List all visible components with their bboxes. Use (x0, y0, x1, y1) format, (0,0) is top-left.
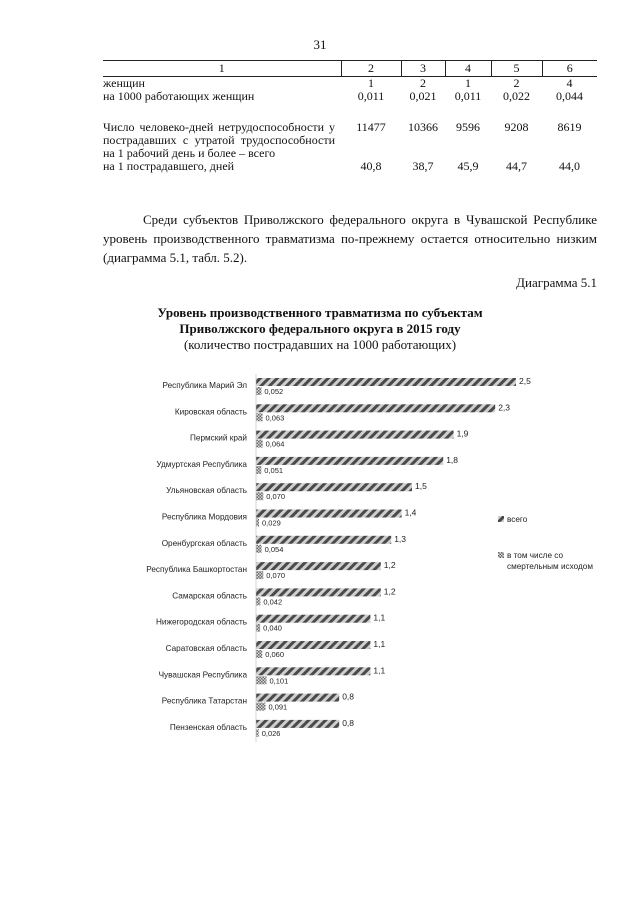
category-label: Республика Башкортостан (146, 565, 247, 575)
bar-fatal (256, 703, 265, 711)
data-label-total: 0,8 (342, 717, 355, 728)
table-header-cell: 6 (542, 61, 597, 77)
category-label: Нижегородская область (155, 617, 247, 627)
table-cell: 11477 (356, 120, 386, 134)
data-label-total: 1,4 (404, 507, 417, 518)
table-cell: 0,011 (357, 89, 385, 103)
table-cell: 8619 (557, 120, 582, 134)
body-paragraph: Среди субъектов Приволжского федерального округа в Чувашской Республике уровень производственного травматизма по-прежнему остается относительно низким (диаграмма 5.1, табл. 5.2). (103, 212, 597, 265)
bar-fatal (256, 650, 262, 658)
table-cell: 0,021 (409, 89, 437, 103)
bar-total (256, 562, 381, 570)
row-label: на 1000 работающих женщин (103, 89, 255, 103)
data-label-total: 2,5 (519, 376, 531, 386)
data-label-total: 1,2 (383, 560, 396, 571)
table-cell: 9208 (504, 120, 529, 134)
table-cell: 1 (368, 76, 374, 90)
bar-fatal (256, 597, 260, 605)
data-label-total: 1,8 (446, 454, 459, 465)
data-label-fatal: 0,070 (266, 492, 286, 502)
table-cell: 9596 (456, 120, 480, 134)
data-label-total: 1,1 (373, 612, 386, 623)
data-label-fatal: 0,060 (265, 650, 285, 659)
chart-title-line1: Уровень производственного травматизма по субъектам (157, 305, 483, 320)
bar-total (256, 536, 391, 544)
table-cell: 44,7 (506, 159, 527, 173)
bar-fatal (256, 676, 267, 684)
data-label-fatal: 0,026 (261, 728, 281, 738)
bar-fatal (256, 440, 263, 448)
bar-total (256, 641, 370, 649)
data-label-fatal: 0,040 (263, 623, 282, 633)
data-label-fatal: 0,051 (264, 465, 284, 475)
data-label-total: 2,3 (498, 402, 511, 413)
bar-total (256, 694, 339, 702)
category-label: Республика Татарстан (161, 696, 247, 706)
table-cell: 0,011 (454, 89, 482, 103)
category-label: Ульяновская область (166, 486, 247, 496)
diagram-label: Диаграмма 5.1 (516, 275, 597, 290)
table-cell: 1 (465, 76, 471, 90)
data-label-total: 1,3 (394, 533, 407, 544)
chart-subtitle: (количество пострадавших на 1000 работающих) (183, 337, 457, 352)
data-label-fatal: 0,054 (264, 544, 284, 554)
bar-total (256, 667, 370, 675)
bar-fatal (256, 545, 262, 553)
chart-bars (146, 374, 531, 742)
table-header-cell: 4 (445, 61, 491, 77)
data-label-total: 1,5 (415, 481, 427, 492)
bar-total (256, 720, 339, 728)
category-label: Саратовская область (165, 644, 247, 653)
bar-fatal (256, 571, 263, 579)
table-cell: 44,0 (559, 159, 580, 173)
category-label: Чувашская Республика (158, 670, 247, 680)
bar-total (256, 483, 412, 491)
bar-fatal (256, 729, 259, 737)
table-cell: 0,022 (503, 89, 530, 103)
bar-fatal (256, 413, 263, 421)
chart-title-line2: Приволжского федерального округа в 2015 году (179, 321, 461, 336)
data-label-fatal: 0,091 (268, 702, 288, 712)
table-cell: 45,9 (457, 159, 479, 173)
row-label: женщин (103, 76, 145, 90)
table-cell: 2 (420, 76, 426, 90)
bar-total (256, 588, 381, 596)
bar-total (256, 615, 370, 623)
bar-total (256, 457, 443, 465)
table-header-cell: 1 (103, 61, 341, 77)
category-label: Удмуртская Республика (156, 459, 247, 469)
row-label: на 1 пострадавшего, дней (103, 159, 235, 173)
data-label-fatal: 0,064 (265, 439, 285, 449)
category-label: Пермский край (190, 433, 247, 443)
data-label-total: 1,2 (383, 586, 396, 597)
table-cell: 40,8 (360, 159, 382, 173)
legend-swatch-fatal (498, 552, 504, 558)
bar-total (256, 378, 516, 386)
data-label-total: 1,1 (373, 639, 386, 649)
table-cell: 0,044 (556, 89, 583, 103)
data-label-total: 1,1 (373, 665, 386, 676)
data-label-fatal: 0,042 (263, 597, 283, 607)
bar-fatal (256, 466, 261, 474)
category-label: Самарская область (172, 591, 247, 601)
data-label-total: 0,8 (342, 691, 355, 702)
bar-fatal (256, 387, 261, 395)
bar-total (256, 404, 495, 412)
bar-fatal (256, 624, 260, 632)
table-cell: 10366 (408, 120, 438, 134)
category-label: Республика Марий Эл (162, 381, 247, 390)
table-header-cell: 2 (341, 61, 401, 77)
page-number: 31 (313, 37, 327, 52)
bar-fatal (256, 519, 259, 527)
legend-label-fatal (507, 551, 593, 571)
data-label-fatal: 0,070 (266, 571, 286, 581)
table-cell: 2 (513, 76, 520, 90)
category-label: Пензенская область (169, 722, 247, 732)
table-header-cell: 5 (491, 61, 542, 77)
category-label: Кировская область (174, 407, 247, 417)
table-cell: 4 (566, 76, 573, 90)
table-cell: 38,7 (412, 159, 434, 173)
data-label-fatal: 0,029 (262, 518, 281, 528)
chart-legend (498, 515, 593, 571)
data-label-fatal: 0,052 (264, 387, 284, 396)
legend-swatch-total (498, 516, 504, 522)
data-label-total: 1,9 (456, 428, 469, 439)
legend-label-fatal-line1: в том числе со (507, 551, 564, 560)
bar-total (256, 431, 454, 439)
row-label: Число человеко-дней нетрудоспособности у пострадавших с утратой трудоспособности на 1 рабочий день и более – всего (103, 120, 335, 160)
legend-label-total: всего (507, 515, 528, 524)
bar-total (256, 510, 402, 518)
category-label: Оренбургская область (161, 538, 247, 548)
bar-fatal (256, 492, 263, 500)
table-header-cell: 3 (401, 61, 445, 77)
category-label: Республика Мордовия (161, 512, 247, 522)
data-label-fatal: 0,101 (269, 676, 289, 686)
legend-label-fatal-line2: смертельным исходом (507, 562, 593, 571)
data-label-fatal: 0,063 (265, 413, 285, 423)
